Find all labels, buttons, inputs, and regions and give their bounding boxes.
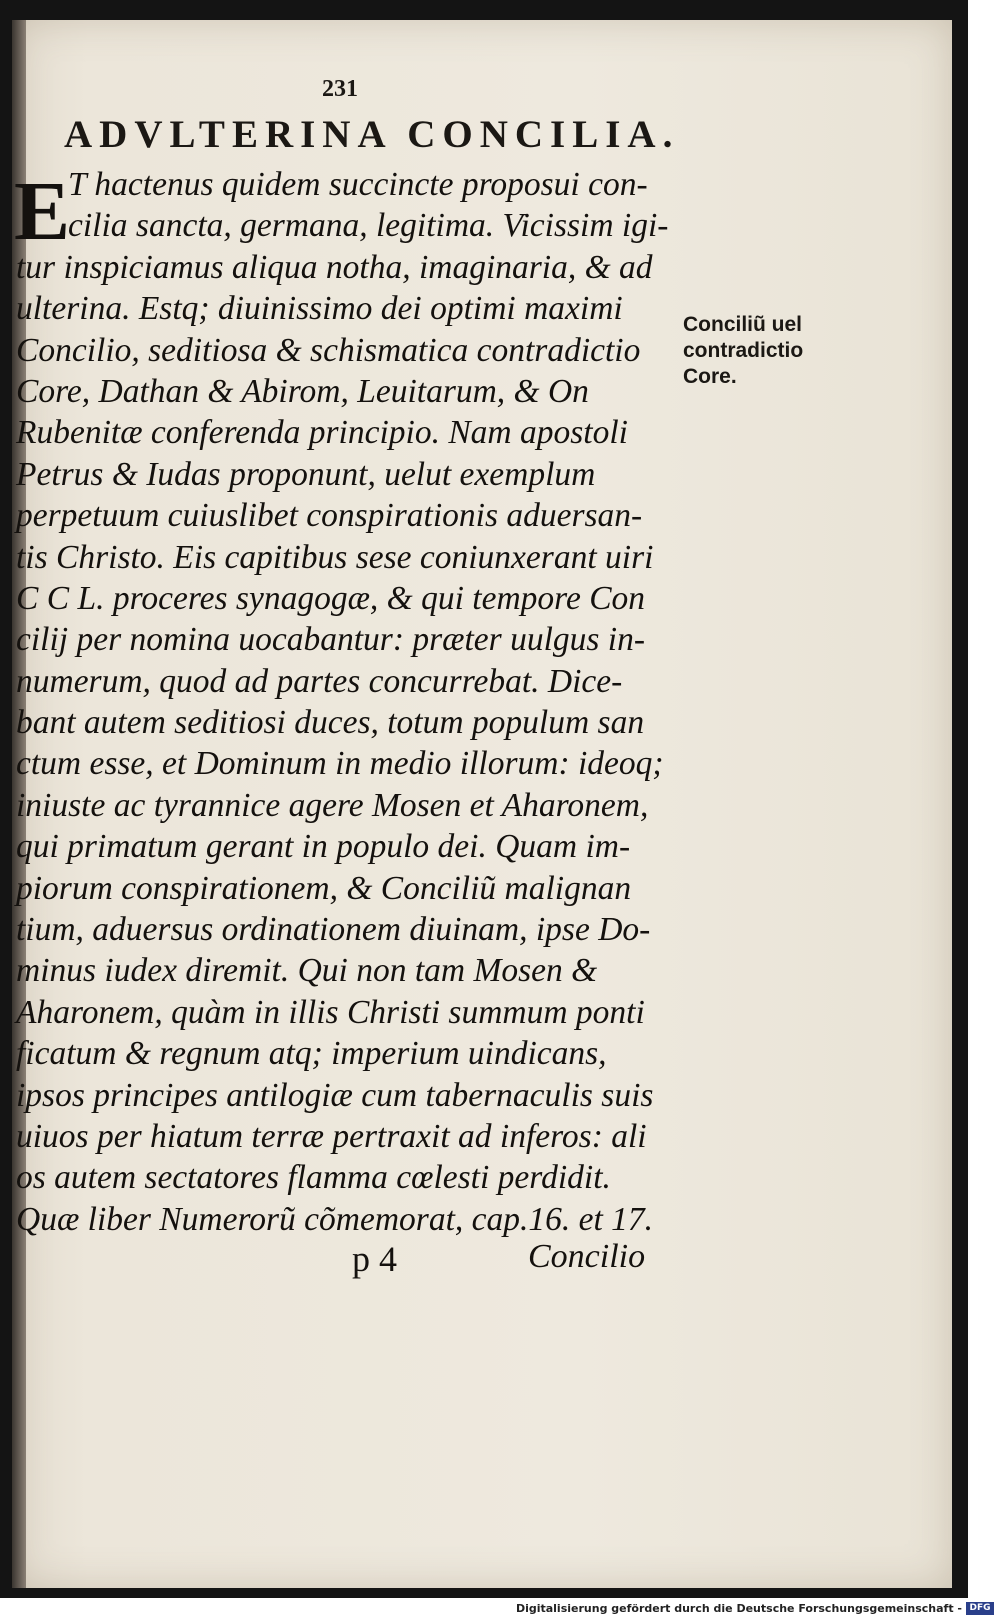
text-line: os autem sectatores flamma cœlesti perdidit.: [16, 1159, 611, 1197]
text-line: tur inspiciamus aliqua notha, imaginaria, & ad: [16, 248, 653, 286]
running-head: ADVLTERINA CONCILIA.: [64, 113, 680, 156]
digitization-credit: Digitalisierung gefördert durch die Deutsche Forschungsgemeinschaft -: [515, 1602, 962, 1615]
text-line: bant autem seditiosi duces, totum populum san: [16, 704, 645, 742]
text-line: C C L. proceres synagogæ, & qui tempore Con: [16, 579, 646, 617]
text-line: Aharonem, quàm in illis Christi summum ponti: [16, 993, 645, 1031]
text-line: iniuste ac tyrannice agere Mosen et Aharonem,: [16, 786, 649, 824]
text-line: numerum, quod ad partes concurrebat. Dice-: [16, 662, 623, 700]
drop-initial: E: [14, 165, 71, 258]
text-line: Quæ liber Numerorũ cõmemorat, cap.16. et 17.: [16, 1200, 654, 1238]
page-number: 231: [322, 76, 358, 102]
text-line: cilij per nomina uocabantur: præter uulgus in-: [16, 621, 646, 659]
dfg-logo: DFG: [966, 1602, 994, 1615]
text-line: qui primatum gerant in populo dei. Quam im-: [16, 828, 631, 866]
text-line: Core, Dathan & Abirom, Leuitarum, & On: [16, 372, 589, 410]
text-line: Petrus & Iudas proponunt, uelut exemplum: [16, 455, 596, 493]
text-line: perpetuum cuiuslibet conspirationis aduersan-: [16, 497, 643, 535]
marginal-note-line: Conciliũ uel: [683, 313, 803, 336]
text-line: minus iudex diremit. Qui non tam Mosen &: [16, 952, 598, 990]
text-line: uiuos per hiatum terræ pertraxit ad inferos: ali: [16, 1117, 647, 1155]
text-line: tis Christo. Eis capitibus sese coniunxerant uiri: [16, 538, 654, 576]
body-text: [16, 164, 669, 1240]
text-line: piorum conspirationem, & Conciliũ malignan: [16, 869, 632, 907]
text-line: T hactenus quidem succincte proposui con-: [68, 166, 648, 203]
text-line: Rubenitæ conferenda principio. Nam apostoli: [16, 414, 628, 452]
text-line: ulterina. Estq; diuinissimo dei optimi maximi: [16, 290, 623, 328]
text-line: ficatum & regnum atq; imperium uindicans,: [16, 1035, 607, 1073]
signature-mark: p 4: [352, 1239, 397, 1279]
text-line: Concilio, seditiosa & schismatica contradictio: [16, 331, 641, 369]
marginal-note-line: contradictio: [683, 339, 804, 362]
text-line: ctum esse, et Dominum in medio illorum: ideoq;: [16, 745, 664, 783]
marginal-note: [683, 312, 843, 390]
marginal-note-line: Core.: [683, 365, 737, 388]
catchword: Concilio: [528, 1238, 646, 1275]
text-line: ipsos principes antilogiæ cum tabernaculis suis: [16, 1076, 654, 1114]
text-line: cilia sancta, germana, legitima. Vicissim igi-: [68, 207, 669, 245]
text-line: tium, aduersus ordinationem diuinam, ipse Do-: [16, 911, 651, 949]
